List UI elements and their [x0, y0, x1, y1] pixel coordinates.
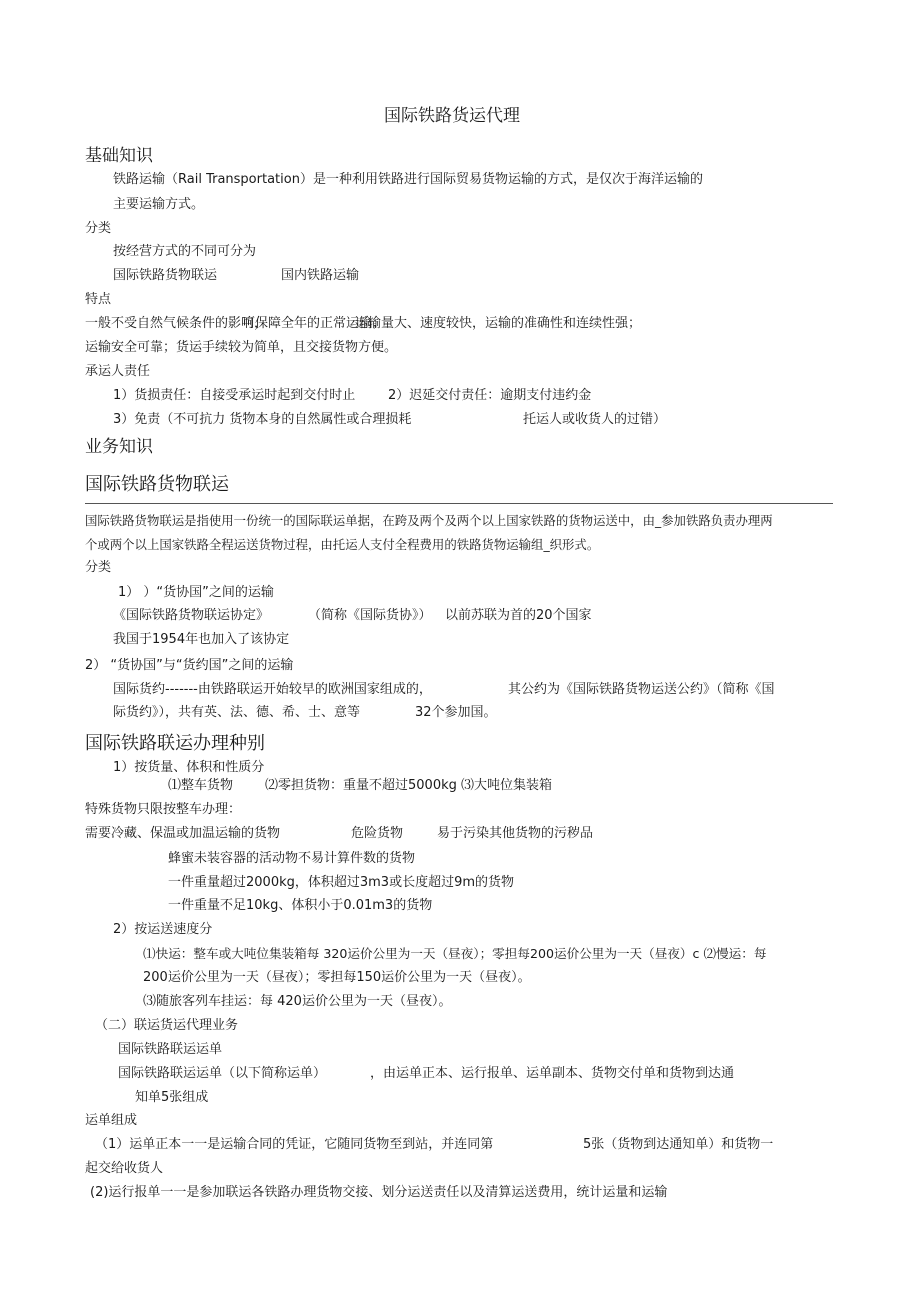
section-heading: 国际铁路货物联运 [85, 474, 229, 495]
list-item: 2）迟延交付责任：逾期支付违约金 [388, 388, 592, 403]
list-item: 一件重量不足10kg、体积小于0.01m3的货物 [168, 898, 433, 913]
paragraph: 铁路运输（Rail Transportation）是一种利用铁路进行国际贸易货物运输的方式，是仅次于海洋运输的 [113, 172, 703, 187]
list-item: 2） “货协国”与“货约国”之间的运输 [85, 658, 294, 673]
section-heading: 国际铁路联运办理种别 [85, 733, 265, 754]
list-item: 需要冷藏、保温或加温运输的货物 [85, 826, 281, 841]
document-title: 国际铁路货运代理 [384, 106, 520, 126]
list-item: 5张（货物到达通知单）和货物一 [583, 1137, 774, 1152]
subheading-agency: （二）联运货运代理业务 [95, 1018, 239, 1033]
heading-business: 业务知识 [85, 437, 153, 457]
list-item: 1） ）“货协国”之间的运输 [118, 585, 274, 600]
list-item: 一件重量超过2000kg，体积超过3m3或长度超过9m的货物 [168, 875, 515, 890]
list-item: 1）按货量、体积和性质分 [113, 760, 265, 775]
list-item: 易于污染其他货物的污秽品 [437, 826, 594, 841]
paragraph: 运输量大、速度较快，运输的准确性和连续性强； [355, 316, 642, 331]
list-item: 2）按运送速度分 [113, 922, 213, 937]
paragraph: 可保障全年的正常运输； [242, 316, 386, 331]
list-item: 以前苏联为首的20个国家 [445, 608, 592, 623]
list-item: 托运人或收货人的过错） [523, 412, 667, 427]
list-item: 1）货损责任：自接受承运时起到交付时止 [113, 388, 356, 403]
list-item: 《国际铁路货物联运协定》 [113, 608, 270, 623]
subheading-features: 特点 [85, 292, 112, 307]
divider [85, 503, 833, 504]
list-item: 32个参加国。 [415, 705, 497, 720]
list-item: 国内铁路运输 [281, 268, 360, 283]
paragraph: 知单5张组成 [135, 1090, 209, 1105]
subheading-classification: 分类 [85, 560, 112, 575]
list-item: 200运价公里为一天（昼夜）；零担每150运价公里为一天（昼夜）。 [143, 970, 531, 985]
list-item: （1）运单正本一一是运输合同的凭证，它随同货物至到站，并连同第 [95, 1137, 494, 1152]
subheading-composition: 运单组成 [85, 1113, 138, 1128]
subheading-liability: 承运人责任 [85, 364, 151, 379]
list-item: 其公约为《国际铁路货物运送公约》（简称《国 [508, 682, 775, 697]
paragraph: 国际铁路联运运单（以下简称运单） [118, 1066, 327, 1081]
paragraph: 运输安全可靠；货运手续较为简单，且交接货物方便。 [85, 340, 398, 355]
list-item: ⑵零担货物：重量不超过5000kg ⑶大吨位集装箱 [265, 778, 552, 793]
paragraph: ，由运单正本、运行报单、运单副本、货物交付单和货物到达通 [370, 1066, 735, 1081]
paragraph: 按经营方式的不同可分为 [113, 244, 257, 259]
list-item: (2)运行报单一一是参加联运各铁路办理货物交接、划分运送责任以及清算运送费用，统计运量和运输 [90, 1185, 668, 1200]
list-item: （简称《国际货协》） [308, 608, 432, 623]
heading-basics: 基础知识 [85, 146, 153, 166]
list-item: ⑶随旅客列车挂运：每 420运价公里为一天（昼夜）。 [143, 994, 452, 1009]
list-item: 国际货约-------由铁路联运开始较早的欧洲国家组成的， [113, 682, 432, 697]
list-item: 3）免责（不可抗力 货物本身的自然属性或合理损耗 [113, 412, 412, 427]
subheading-waybill: 国际铁路联运运单 [118, 1042, 223, 1057]
list-item: 蜂蜜未装容器的活动物不易计算件数的货物 [168, 851, 416, 866]
subheading-classification: 分类 [85, 221, 112, 236]
paragraph: 个或两个以上国家铁路全程运送货物过程，由托运人支付全程费用的铁路货物运输组_织形式。 [85, 537, 600, 552]
list-item: ⑴整车货物 [168, 778, 234, 793]
paragraph: 一般不受自然气候条件的影响， [85, 316, 268, 331]
list-item: 我国于1954年也加入了该协定 [113, 632, 290, 647]
paragraph: 特殊货物只限按整车办理： [85, 802, 242, 817]
paragraph: 国际铁路货物联运是指使用一份统一的国际联运单据，在跨及两个及两个以上国家铁路的货物运送中，由_参加铁路负责办理两 [85, 513, 773, 528]
list-item: 危险货物 [351, 826, 404, 841]
list-item: 国际铁路货物联运 [113, 268, 218, 283]
list-item: 际货约》），共有英、法、德、希、士、意等 [113, 705, 361, 720]
list-item: 起交给收货人 [85, 1161, 164, 1176]
paragraph: 主要运输方式。 [113, 197, 205, 212]
list-item: ⑴快运：整车或大吨位集装箱每 320运价公里为一天（昼夜）；零担每200运价公里为一天（昼夜）c ⑵慢运：每 [143, 946, 767, 961]
